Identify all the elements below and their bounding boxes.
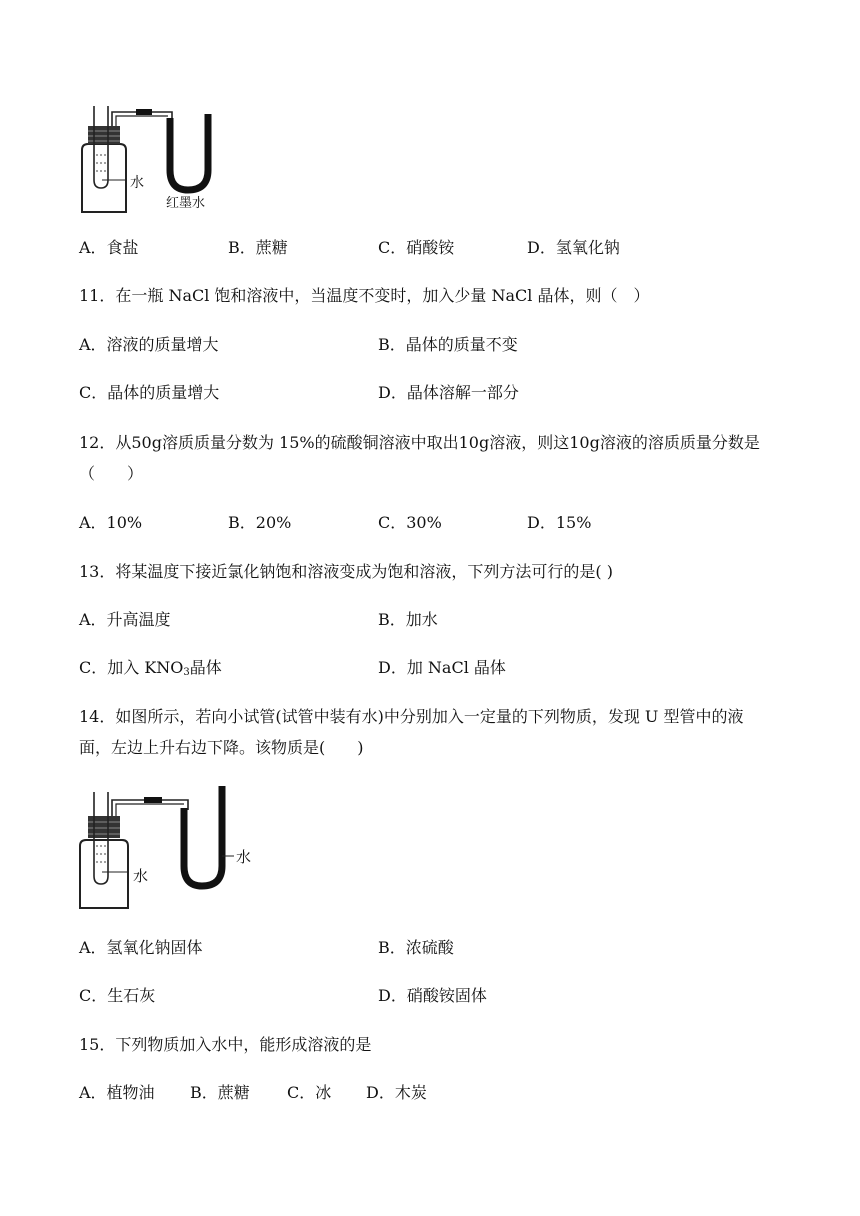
q10-option-d: D．氢氧化钠: [527, 238, 620, 257]
apparatus-figure-2: [76, 786, 246, 914]
q14-option-c: C．生石灰: [79, 986, 156, 1005]
q13-option-b: B．加水: [378, 610, 438, 629]
q10-option-a: A．食盐: [79, 238, 139, 257]
q11-option-b: B．晶体的质量不变: [378, 335, 518, 354]
q11-option-c: C．晶体的质量增大: [79, 383, 220, 402]
q15-option-c: C．冰: [287, 1083, 332, 1102]
q15-option-b: B．蔗糖: [190, 1083, 250, 1102]
q11-option-d: D．晶体溶解一部分: [378, 383, 519, 402]
q15-option-d: D．木炭: [366, 1083, 427, 1102]
q12-option-d: D．15%: [527, 513, 592, 532]
q13-option-c-subscript: 3: [183, 667, 190, 678]
q10-option-c: C．硝酸铵: [378, 238, 455, 257]
q12-stem-line1: 12．从50g溶质质量分数为 15%的硫酸铜溶液中取出10g溶液，则这10g溶液的溶质质量分数是: [79, 433, 760, 452]
figure2-label-water-tube: 水: [133, 867, 149, 885]
q13-stem: 13．将某温度下接近氯化钠饱和溶液变成为饱和溶液，下列方法可行的是( ): [79, 562, 613, 581]
q13-option-d: D．加 NaCl 晶体: [378, 658, 506, 677]
q11-option-a: A．溶液的质量增大: [79, 335, 219, 354]
q15-option-a: A．植物油: [79, 1083, 155, 1102]
q13-option-c: [79, 657, 222, 684]
q14-stem-line2: 面，左边上升右边下降。该物质是( ): [79, 738, 364, 757]
apparatus-figure-1: [76, 100, 236, 218]
figure2-label-water-u: 水: [236, 848, 252, 866]
q13-option-c-suffix: 晶体: [189, 658, 222, 677]
q12-option-a: A．10%: [79, 513, 143, 532]
figure1-label-water: 水: [130, 175, 144, 191]
q13-option-a: A．升高温度: [79, 610, 171, 629]
figure1-label-ink: 红墨水: [166, 196, 206, 211]
q12-option-b: B．20%: [228, 513, 292, 532]
q14-option-d: D．硝酸铵固体: [378, 986, 487, 1005]
q10-option-b: B．蔗糖: [228, 238, 288, 257]
q13-option-c-text: C．加入 KNO: [79, 658, 184, 677]
q15-stem: 15．下列物质加入水中，能形成溶液的是: [79, 1035, 372, 1054]
q12-stem-line2: （ ）: [79, 464, 144, 483]
q14-option-a: A．氢氧化钠固体: [79, 938, 203, 957]
q14-option-b: B．浓硫酸: [378, 938, 454, 957]
q11-stem: 11．在一瓶 NaCl 饱和溶液中，当温度不变时，加入少量 NaCl 晶体，则（ ）: [79, 286, 650, 305]
q14-stem-line1: 14．如图所示，若向小试管(试管中装有水)中分别加入一定量的下列物质，发现 U 型管中的液: [79, 707, 744, 726]
q12-option-c: C．30%: [378, 513, 442, 532]
